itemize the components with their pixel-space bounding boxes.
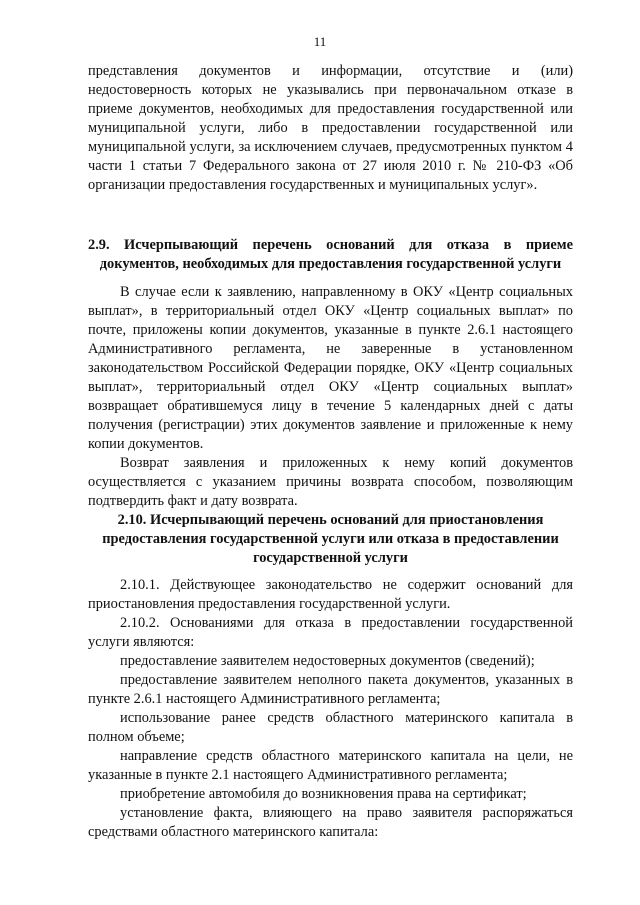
refusal-reason-item: направление средств областного материнского капитала на цели, не указанные в пункте 2.1 настоящего Административного регламента; <box>88 748 573 783</box>
section-2-10-paragraph: 2.10.2. Основаниями для отказа в предоставлении государственной услуги являются: <box>88 615 573 650</box>
section-2-10-body <box>88 576 573 842</box>
section-2-9-body <box>88 283 573 511</box>
section-2-10-paragraph: 2.10.1. Действующее законодательство не содержит оснований для приостановления предоставления государственной услуги. <box>88 577 573 612</box>
refusal-reason-item: предоставление заявителем неполного пакета документов, указанных в пункте 2.6.1 настоящего Административного регламента; <box>88 672 573 707</box>
intro-paragraph: представления документов и информации, отсутствие и (или) недостоверность которых не указывались при первоначальном отказе в приеме документов, необходимых для предоставления государственной или муниципальной услуги, либо в предоставлении государственной или муниципальной услуги, за исключением случаев, предусмотренных пунктом 4 части 1 статьи 7 Федерального закона от 27 июля 2010 г. № 210-ФЗ «Об организации предоставления государственных и муниципальных услуг». <box>88 63 573 193</box>
section-2-9-heading: 2.9. Исчерпывающий перечень оснований для отказа в приеме документов, необходимых для предоставления государственной услуги <box>88 237 573 272</box>
refusal-reason-item: предоставление заявителем недостоверных документов (сведений); <box>120 653 535 669</box>
page-number: 11 <box>313 34 327 49</box>
section-2-9-paragraph: В случае если к заявлению, направленному в ОКУ «Центр социальных выплат», в территориальный отдел ОКУ «Центр социальных выплат» по почте, приложены копии документов, указанные в пункте 2.6.1 настоящего Административного регламента, не заверенные в установленном законодательством Российской Федерации порядке, ОКУ «Центр социальных выплат», территориальный отдел ОКУ «Центр социальных выплат» возвращает обратившемуся лицу в течение 5 календарных дней с даты получения (регистрации) этих документов заявление и приложенные к нему копии документов. <box>88 284 573 452</box>
refusal-reason-item: приобретение автомобиля до возникновения права на сертификат; <box>120 786 527 802</box>
intro-paragraph-block <box>88 62 573 195</box>
section-2-10-heading: 2.10. Исчерпывающий перечень оснований для приостановления предоставления государственной услуги или отказа в предоставлении государственной услуги <box>102 512 559 566</box>
refusal-reason-item: установление факта, влияющего на право заявителя распоряжаться средствами областного материнского капитала: <box>88 805 573 840</box>
section-2-9-paragraph: Возврат заявления и приложенных к нему копий документов осуществляется с указанием причины возврата способом, позволяющим подтвердить факт и дату возврата. <box>88 455 573 509</box>
refusal-reason-item: использование ранее средств областного материнского капитала в полном объеме; <box>88 710 573 745</box>
